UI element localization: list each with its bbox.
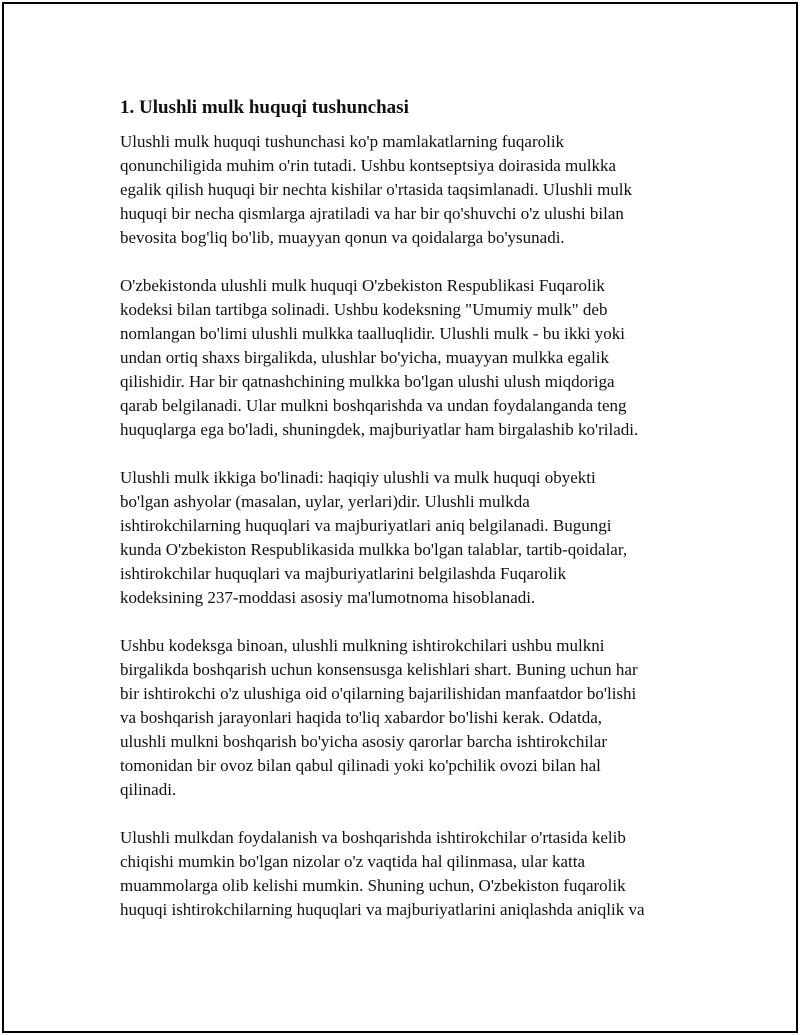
- text-line: bevosita bog'liq bo'lib, muayyan qonun va qoidalarga bo'ysunadi.: [120, 228, 565, 247]
- text-line: huquqlarga ega bo'ladi, shuningdek, majburiyatlar ham birgalashib ko'riladi.: [120, 420, 639, 439]
- paragraph: [120, 826, 700, 922]
- text-line: qilishidir. Har bir qatnashchining mulkka bo'lgan ulushi ulush miqdoriga: [120, 372, 615, 391]
- text-line: qilinadi.: [120, 780, 177, 799]
- text-line: egalik qilish huquqi bir nechta kishilar o'rtasida taqsimlanadi. Ulushli mulk: [120, 180, 633, 199]
- paragraph: [120, 634, 700, 802]
- text-line: muammolarga olib kelishi mumkin. Shuning uchun, O'zbekiston fuqarolik: [120, 876, 626, 895]
- text-line: nomlangan bo'limi ulushli mulkka taalluqlidir. Ulushli mulk - bu ikki yoki: [120, 324, 626, 343]
- text-line: ulushli mulkni boshqarish bo'yicha asosiy qarorlar barcha ishtirokchilar: [120, 732, 607, 751]
- paragraph: [120, 130, 700, 250]
- document-body: [120, 94, 700, 922]
- text-line: Ushbu kodeksga binoan, ulushli mulkning ishtirokchilari ushbu mulkni: [120, 636, 605, 655]
- text-line: bir ishtirokchi o'z ulushiga oid o'qilarning bajarilishidan manfaatdor bo'lishi: [120, 684, 637, 703]
- section-heading: 1. Ulushli mulk huquqi tushunchasi: [120, 97, 409, 118]
- text-line: tomonidan bir ovoz bilan qabul qilinadi yoki ko'pchilik ovozi bilan hal: [120, 756, 601, 775]
- text-line: kunda O'zbekiston Respublikasida mulkka bo'lgan talablar, tartib-qoidalar,: [120, 540, 628, 559]
- text-line: Ulushli mulk ikkiga bo'linadi: haqiqiy ulushli va mulk huquqi obyekti: [120, 468, 596, 487]
- text-line: huquqi ishtirokchilarning huquqlari va majburiyatlarini aniqlashda aniqlik va: [120, 900, 645, 919]
- text-line: undan ortiq shaxs birgalikda, ulushlar bo'yicha, muayyan mulkka egalik: [120, 348, 610, 367]
- text-line: birgalikda boshqarish uchun konsensusga kelishlari shart. Buning uchun har: [120, 660, 638, 679]
- text-line: O'zbekistonda ulushli mulk huquqi O'zbekiston Respublikasi Fuqarolik: [120, 276, 605, 295]
- text-line: kodeksi bilan tartibga solinadi. Ushbu kodeksning "Umumiy mulk" deb: [120, 300, 608, 319]
- text-line: Ulushli mulk huquqi tushunchasi ko'p mamlakatlarning fuqarolik: [120, 132, 565, 151]
- text-line: va boshqarish jarayonlari haqida to'liq xabardor bo'lishi kerak. Odatda,: [120, 708, 602, 727]
- paragraph: [120, 466, 700, 610]
- text-line: ishtirokchilarning huquqlari va majburiyatlari aniq belgilanadi. Bugungi: [120, 516, 612, 535]
- text-line: bo'lgan ashyolar (masalan, uylar, yerlari)dir. Ulushli mulkda: [120, 492, 530, 511]
- paragraphs-container: [120, 130, 700, 922]
- paragraph: [120, 274, 700, 442]
- text-line: qonunchiligida muhim o'rin tutadi. Ushbu kontseptsiya doirasida mulkka: [120, 156, 617, 175]
- text-line: chiqishi mumkin bo'lgan nizolar o'z vaqtida hal qilinmasa, ular katta: [120, 852, 586, 871]
- text-line: kodeksining 237-moddasi asosiy ma'lumotnoma hisoblanadi.: [120, 588, 536, 607]
- text-line: huquqi bir necha qismlarga ajratiladi va har bir qo'shuvchi o'z ulushi bilan: [120, 204, 624, 223]
- text-line: ishtirokchilar huquqlari va majburiyatlarini belgilashda Fuqarolik: [120, 564, 567, 583]
- text-line: Ulushli mulkdan foydalanish va boshqarishda ishtirokchilar o'rtasida kelib: [120, 828, 626, 847]
- text-line: qarab belgilanadi. Ular mulkni boshqarishda va undan foydalanganda teng: [120, 396, 627, 415]
- page-frame: [2, 2, 798, 1033]
